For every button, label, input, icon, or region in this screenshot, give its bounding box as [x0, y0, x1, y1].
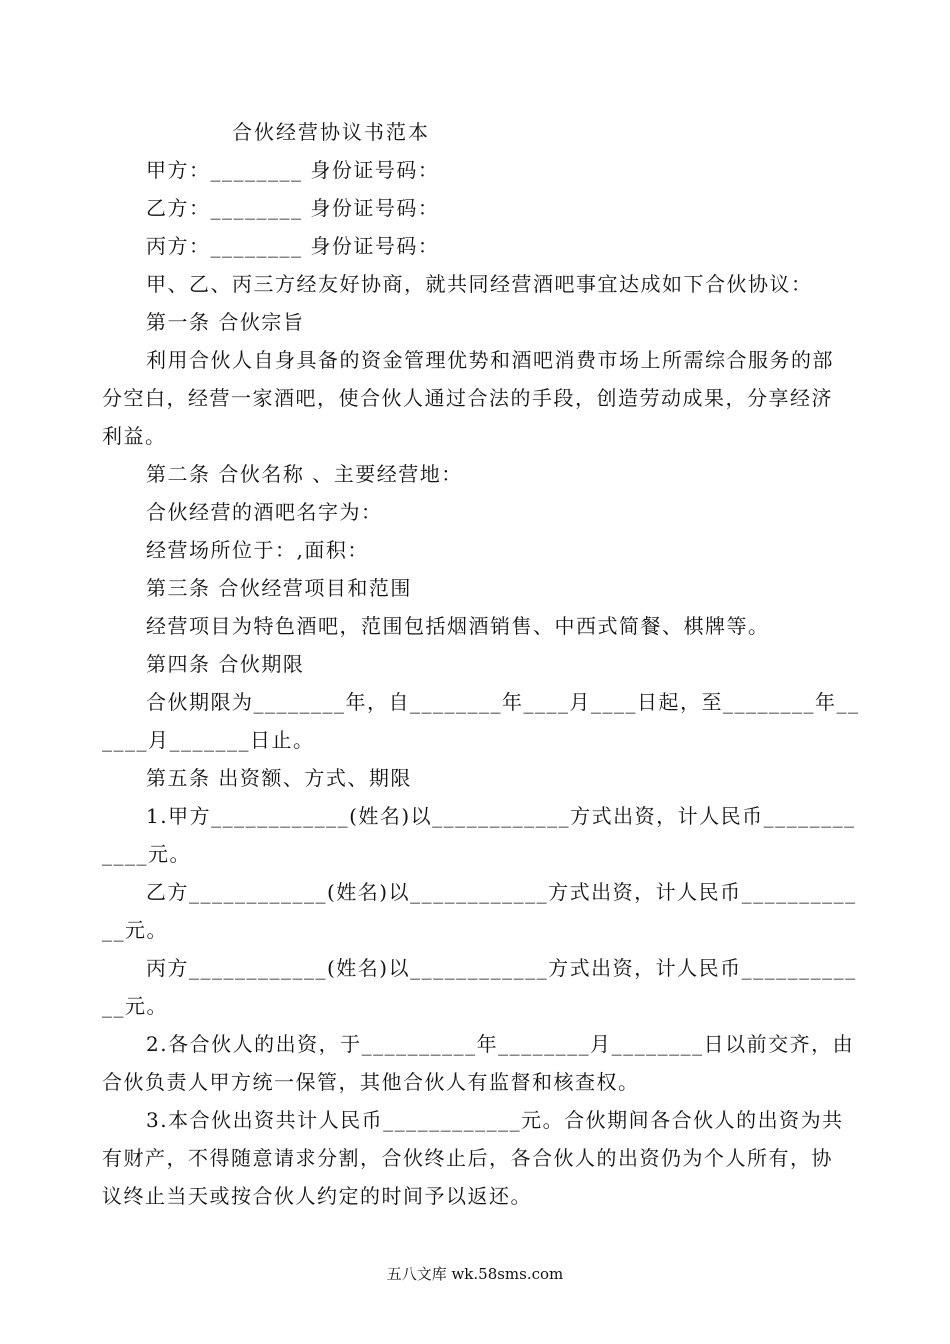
paragraph-line: __元。	[102, 994, 168, 1018]
paragraph-line: 合伙经营的酒吧名字为：	[146, 500, 383, 524]
paragraph-line: 经营项目为特色酒吧，范围包括烟酒销售、中西式简餐、棋牌等。	[146, 614, 770, 638]
document-title: 合伙经营协议书范本	[232, 120, 430, 144]
paragraph-line: 乙方____________(姓名)以____________方式出资，计人民币__________	[146, 880, 857, 904]
article-3-heading: 第三条 合伙经营项目和范围	[146, 576, 412, 600]
paragraph-line: 合伙期限为________年，自________年____月____日起，至________年__	[146, 690, 860, 714]
paragraph-line: ____月_______日止。	[102, 728, 315, 752]
paragraph-line: ____元。	[102, 842, 191, 866]
paragraph-line: 1.甲方____________(姓名)以____________方式出资，计人民币________	[146, 804, 856, 828]
article-1-heading: 第一条 合伙宗旨	[146, 310, 305, 334]
party-c-line: 丙方：________ 身份证号码：	[146, 234, 440, 258]
paragraph-line: 2.各合伙人的出资，于__________年________月________日以前交齐，由	[146, 1032, 855, 1056]
preamble: 甲、乙、丙三方经友好协商，就共同经营酒吧事宜达成如下合伙协议：	[146, 272, 813, 296]
paragraph-line: 经营场所位于：,面积：	[146, 538, 369, 562]
paragraph-line: 利益。	[102, 424, 167, 448]
paragraph-line: 丙方____________(姓名)以____________方式出资，计人民币__________	[146, 956, 857, 980]
paragraph-line: __元。	[102, 918, 168, 942]
paragraph-line: 合伙负责人甲方统一保管，其他合伙人有监督和核查权。	[102, 1070, 640, 1094]
paragraph-line: 3.本合伙出资共计人民币____________元。合伙期间各合伙人的出资为共	[146, 1108, 844, 1132]
party-a-line: 甲方：________ 身份证号码：	[146, 158, 440, 182]
article-2-heading: 第二条 合伙名称 、主要经营地：	[146, 462, 463, 486]
article-5-heading: 第五条 出资额、方式、期限	[146, 766, 412, 790]
paragraph-line: 有财产，不得随意请求分割，合伙终止后，各合伙人的出资仍为个人所有，协	[102, 1146, 833, 1170]
paragraph-line: 利用合伙人自身具备的资金管理优势和酒吧消费市场上所需综合服务的部	[146, 348, 834, 372]
article-4-heading: 第四条 合伙期限	[146, 652, 305, 676]
footer-watermark: 五八文库 wk.58sms.com	[386, 1265, 564, 1283]
paragraph-line: 议终止当天或按合伙人约定的时间予以返还。	[102, 1184, 532, 1208]
party-b-line: 乙方：________ 身份证号码：	[146, 196, 440, 220]
paragraph-line: 分空白，经营一家酒吧，使合伙人通过合法的手段，创造劳动成果，分享经济	[102, 386, 833, 410]
